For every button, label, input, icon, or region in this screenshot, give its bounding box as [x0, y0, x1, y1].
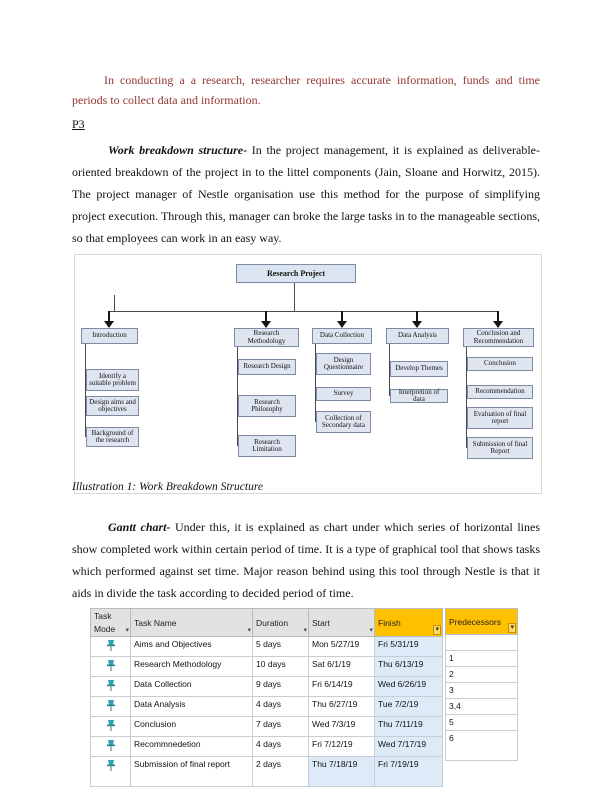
predecessors-table — [445, 608, 518, 761]
predecessors-cell[interactable] — [446, 635, 518, 651]
wbs-header-conclusion-recommendation: Conclusion and Recommendation — [463, 328, 534, 347]
header-finish[interactable]: Finish ▾ — [375, 609, 443, 637]
task-name-cell[interactable]: Recommnedetion — [131, 737, 253, 757]
task-name-cell[interactable]: Data Analysis — [131, 697, 253, 717]
wbs-node: Research Limitation — [238, 435, 296, 457]
section-heading-p3: P3 — [72, 117, 85, 131]
finish-cell[interactable]: Thu 6/13/19 — [375, 657, 443, 677]
finish-cell[interactable]: Fri 5/31/19 — [375, 637, 443, 657]
start-cell[interactable]: Fri 6/14/19 — [309, 677, 375, 697]
start-cell[interactable]: Thu 6/27/19 — [309, 697, 375, 717]
intro-paragraph-text: In conducting a a research, researcher requires accurate information, funds and time periods to collect data and information. — [72, 73, 540, 107]
task-mode-cell[interactable] — [91, 697, 131, 717]
wbs-connector-tick — [114, 295, 115, 311]
filter-dropdown-icon[interactable]: ▾ — [510, 624, 514, 631]
filter-dropdown-icon[interactable]: ▾ — [303, 627, 307, 634]
task-mode-cell[interactable] — [91, 657, 131, 677]
header-task-name[interactable]: Task Name ▾ — [131, 609, 253, 637]
start-cell[interactable]: Wed 7/3/19 — [309, 717, 375, 737]
table-row — [446, 667, 518, 683]
wbs-node: Design Questionnaire — [316, 353, 371, 375]
start-cell[interactable]: Mon 5/27/19 — [309, 637, 375, 657]
task-mode-cell[interactable] — [91, 737, 131, 757]
wbs-horizontal-connector — [109, 311, 499, 312]
wbs-paragraph — [72, 139, 540, 249]
predecessors-cell[interactable]: 3,4 — [446, 699, 518, 715]
wbs-node: Recommendation — [467, 385, 533, 399]
duration-cell[interactable]: 2 days — [253, 757, 309, 787]
wbs-root-connector — [294, 283, 295, 311]
duration-cell[interactable]: 4 days — [253, 697, 309, 717]
header-predecessors[interactable]: Predecessors ▾ — [446, 609, 518, 635]
start-cell[interactable]: Fri 7/12/19 — [309, 737, 375, 757]
table-row — [91, 717, 443, 737]
wbs-node: Submission of final Report — [467, 437, 533, 459]
finish-cell[interactable]: Wed 6/26/19 — [375, 677, 443, 697]
wbs-arrow-tip — [261, 321, 271, 328]
wbs-paragraph-text: In the project management, it is explained as deliverable-oriented breakdown of the project in to the littel components (Jain, Sloane and Horwitz, 2015). The project manager of Nestle organisation use this method for the purpose of simplifying project execution. Through this, manager can broke the large tasks in to the manageable sections, so that employees can work in an easy way. — [72, 143, 540, 245]
finish-cell[interactable]: Thu 7/11/19 — [375, 717, 443, 737]
task-mode-cell[interactable] — [91, 677, 131, 697]
gantt-task-table — [90, 608, 443, 787]
wbs-node: Collection of Secondary data — [316, 411, 371, 433]
wbs-arrow-tip — [337, 321, 347, 328]
filter-dropdown-icon[interactable]: ▾ — [247, 627, 251, 634]
predecessors-cell[interactable]: 1 — [446, 651, 518, 667]
table-row — [91, 657, 443, 677]
table-row — [446, 699, 518, 715]
gantt-paragraph-text: Under this, it is explained as chart under which series of horizontal lines show completed work within certain period of time. It is a type of graphical tool that shows tasks which performed against set time. Major reason behind using this tool through Nestle is that it aids in divide the task according to decided period of time. — [72, 520, 540, 600]
wbs-header-introduction: Introduction — [81, 328, 138, 344]
duration-cell[interactable]: 9 days — [253, 677, 309, 697]
illustration-caption: Illustration 1: Work Breakdown Structure — [72, 481, 264, 493]
wbs-term: Work breakdown structure- — [108, 143, 248, 157]
predecessors-cell[interactable]: 2 — [446, 667, 518, 683]
task-mode-pin-icon — [106, 739, 116, 752]
wbs-root-node: Research Project — [236, 264, 356, 283]
wbs-node: Research Philosophy — [238, 395, 296, 417]
wbs-arrow-tip — [412, 321, 422, 328]
gantt-paragraph — [72, 516, 540, 604]
table-row — [91, 637, 443, 657]
table-row — [446, 715, 518, 731]
wbs-node: Background of the research — [86, 427, 139, 447]
predecessors-cell[interactable]: 3 — [446, 683, 518, 699]
wbs-node: Survey — [316, 387, 371, 401]
task-mode-pin-icon — [106, 719, 116, 732]
finish-cell[interactable]: Wed 7/17/19 — [375, 737, 443, 757]
wbs-node: Develop Themes — [390, 361, 448, 377]
start-cell[interactable]: Sat 6/1/19 — [309, 657, 375, 677]
task-mode-pin-icon — [106, 699, 116, 712]
table-row — [91, 757, 443, 787]
header-duration[interactable]: Duration ▾ — [253, 609, 309, 637]
task-mode-pin-icon — [106, 759, 116, 772]
task-mode-pin-icon — [106, 639, 116, 652]
task-mode-cell[interactable] — [91, 717, 131, 737]
table-row — [91, 737, 443, 757]
predecessors-cell[interactable]: 6 — [446, 731, 518, 761]
task-name-cell[interactable]: Data Collection — [131, 677, 253, 697]
predecessors-cell[interactable]: 5 — [446, 715, 518, 731]
task-name-cell[interactable]: Submission of final report — [131, 757, 253, 787]
wbs-node: Identify a suitable problem — [86, 369, 139, 391]
task-name-cell[interactable]: Conclusion — [131, 717, 253, 737]
wbs-node: Conclusion — [467, 357, 533, 371]
wbs-node: Design aims and objectives — [86, 396, 139, 416]
wbs-header-data-collection: Data Collection — [312, 328, 372, 344]
filter-dropdown-icon[interactable]: ▾ — [369, 627, 373, 634]
wbs-node: Evaluation of final report — [467, 407, 533, 429]
table-row — [91, 677, 443, 697]
table-row — [446, 635, 518, 651]
task-name-cell[interactable]: Research Methodology — [131, 657, 253, 677]
duration-cell[interactable]: 4 days — [253, 737, 309, 757]
table-row — [91, 697, 443, 717]
task-mode-cell[interactable] — [91, 757, 131, 787]
header-start[interactable]: Start ▾ — [309, 609, 375, 637]
wbs-figure — [74, 254, 542, 494]
wbs-node: Interpretion of data — [390, 389, 448, 403]
duration-cell[interactable]: 10 days — [253, 657, 309, 677]
filter-dropdown-icon[interactable]: ▾ — [435, 626, 439, 633]
wbs-header-research-methodology: Research Methodology — [234, 328, 299, 347]
gantt-term: Gantt chart- — [108, 520, 171, 534]
wbs-header-data-analysis: Data Analysis — [386, 328, 449, 344]
wbs-arrow-tip — [493, 321, 503, 328]
start-cell[interactable]: Thu 7/18/19 — [309, 757, 375, 787]
finish-cell[interactable]: Tue 7/2/19 — [375, 697, 443, 717]
task-mode-pin-icon — [106, 659, 116, 672]
duration-cell[interactable]: 5 days — [253, 637, 309, 657]
filter-dropdown-icon[interactable]: ▾ — [125, 627, 129, 634]
task-mode-pin-icon — [106, 679, 116, 692]
table-row — [446, 651, 518, 667]
task-name-cell[interactable]: Aims and Objectives — [131, 637, 253, 657]
finish-cell[interactable]: Fri 7/19/19 — [375, 757, 443, 787]
table-row — [446, 683, 518, 699]
header-task-mode[interactable]: Task Mode ▾ — [91, 609, 131, 637]
duration-cell[interactable]: 7 days — [253, 717, 309, 737]
task-mode-cell[interactable] — [91, 637, 131, 657]
wbs-arrow-tip — [104, 321, 114, 328]
table-row — [446, 731, 518, 761]
intro-paragraph — [72, 70, 540, 110]
wbs-node: Research Design — [238, 359, 296, 375]
